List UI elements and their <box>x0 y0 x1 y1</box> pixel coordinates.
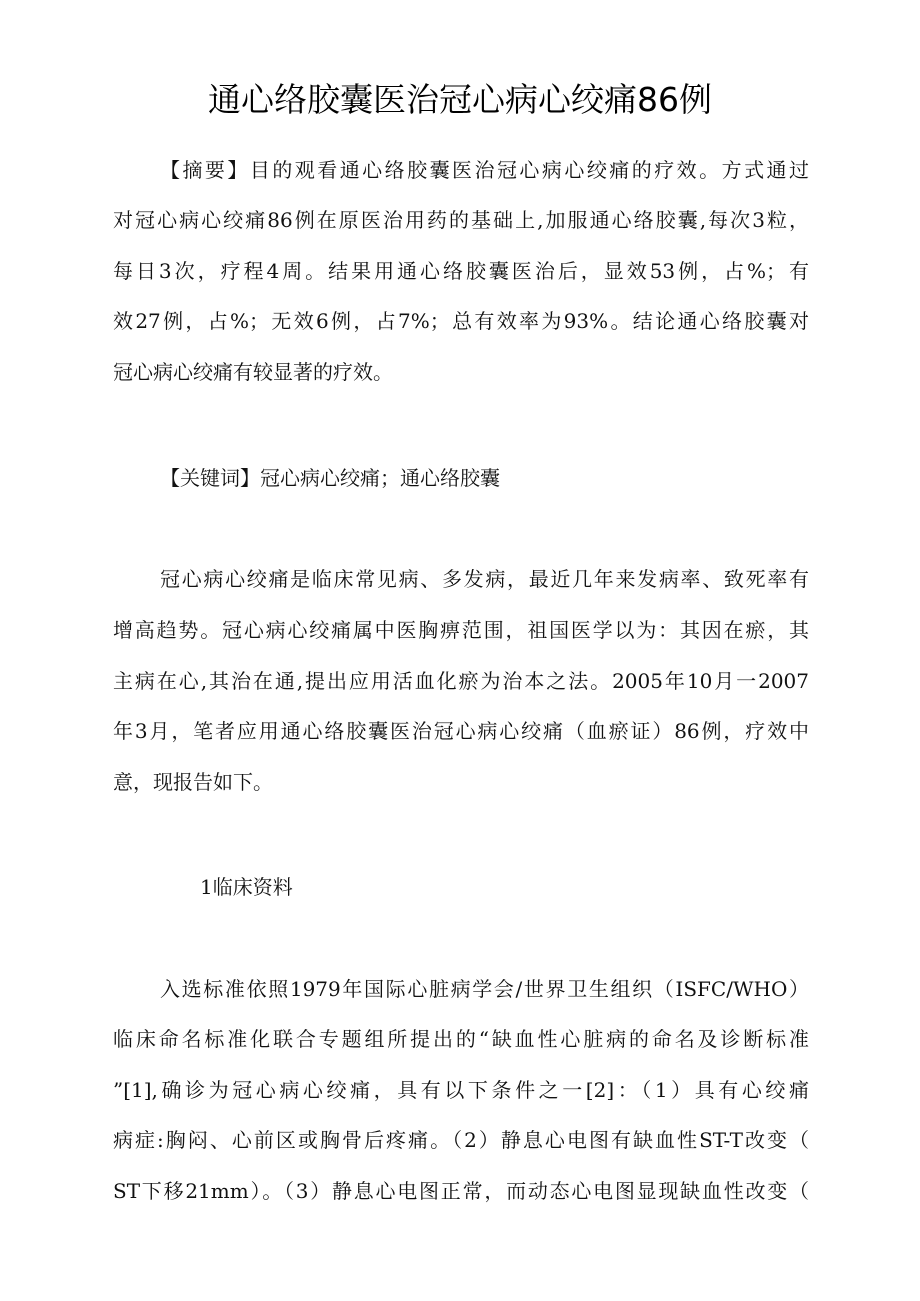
intro-line: 年3月，笔者应用通心络胶囊医治冠心病心绞痛（血瘀证）86例，疗效中 <box>113 719 809 743</box>
abstract-line: 对冠心病心绞痛86例在原医治用药的基础上,加服通心络胶囊,每次3粒， <box>113 208 809 232</box>
keywords: 【关键词】冠心病心绞痛；通心络胶囊 <box>160 466 500 490</box>
section-heading: 1临床资料 <box>200 875 293 899</box>
abstract-line: 【摘要】目的观看通心络胶囊医治冠心病心绞痛的疗效。方式通过 <box>160 158 809 182</box>
abstract-line: 效27例，占%；无效6例，占7%；总有效率为93%。结论通心络胶囊对 <box>113 309 809 333</box>
criteria-line: 入选标准依照1979年国际心脏病学会/世界卫生组织（ISFC/WHO） <box>160 977 809 1001</box>
intro-line: 主病在心,其治在通,提出应用活血化瘀为治本之法。2005年10月一2007 <box>113 669 809 693</box>
criteria-line: ”[1],确诊为冠心病心绞痛，具有以下条件之一[2]：（1）具有心绞痛 <box>113 1078 809 1102</box>
intro-line: 增高趋势。冠心病心绞痛属中医胸痹范围，祖国医学以为：其因在瘀，其 <box>113 618 809 642</box>
document-title: 通心络胶囊医治冠心病心绞痛86例 <box>208 80 712 119</box>
intro-line: 意，现报告如下。 <box>113 770 273 794</box>
criteria-line: ST下移21mm）。（3）静息心电图正常，而动态心电图显现缺血性改变（ <box>113 1179 809 1203</box>
abstract-line: 每日3次，疗程4周。结果用通心络胶囊医治后，显效53例，占%；有 <box>113 259 809 283</box>
intro-line: 冠心病心绞痛是临床常见病、多发病，最近几年来发病率、致死率有 <box>160 567 809 591</box>
criteria-line: 病症:胸闷、心前区或胸骨后疼痛。（2）静息心电图有缺血性ST-T改变（ <box>113 1128 809 1152</box>
abstract-line: 冠心病心绞痛有较显著的疗效。 <box>113 360 393 384</box>
criteria-line: 临床命名标准化联合专题组所提出的“缺血性心脏病的命名及诊断标准 <box>113 1027 809 1051</box>
